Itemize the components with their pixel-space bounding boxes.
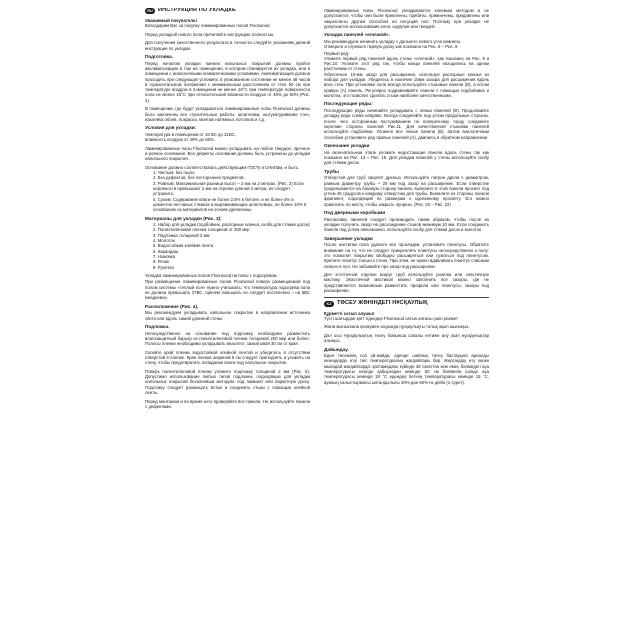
list-item: 6. Карандаш [153, 248, 179, 254]
final-note: Перед монтажом и во время него проверяйте все панели. Не используйте панели с дефектами. [145, 398, 310, 409]
language-badge-kz: KZ [324, 301, 334, 307]
heated-floor-text: При размещении ламинированных полов Floorwood поверх размещаемой под полом системы «теплый пол» нужно учитывать, что температура подогрева пола не должна превышать 27ВС, причем повышать ее следует постепенно – на 5ВС ежедневно. [145, 279, 310, 301]
next-rows-text: Последующие ряды начинайте укладывать с левых панелей (B). Продолжайте укладку ряда слева направо. Всегда соединяйте под углом продольные стороны, после чего осторожным постукиванием по поперечному торцу соедините короткие стороны панелей Рис.11. Для качественной стыковки панелей используйте подбойник. Уложите все левые панели (B). Затем аналогичным способом установите ряд правых панелей (A), двигаясь в обратном направлении [324, 108, 489, 140]
kz-greeting: Құрметті сатып алушы! [324, 310, 375, 316]
quality-note: Для получения качественного результата в точности следуйте указаниям данной инструкции по укладке. [145, 40, 310, 51]
finish-text-1: После настилки пола удалите все прокладки, установите плинтусы. Обратите внимание на то, что не следует прикреплять плинтусы непосредственно к полу: это позволит покрытию свободно расширяться или сужаться под плинтусом. Крепите плинтус только к стене. При этом, не нужно вдавливать плинтус слишком сильно в пол. Не забывайте про зазор под расширение. [324, 242, 489, 269]
list-item: 2. Полиэтиленовая пленка толщиной от 200 мкр [153, 227, 250, 233]
kz-title-row [324, 301, 489, 307]
end-text: На окончательном этапе уложите недостающие панели вдоль стены так как показано на Рис. 13 – Рис. 18. Для укладки панелей у стены используйте скобу для стяжки досок. [324, 149, 489, 166]
kz-page-title: ТӨСЕУ ЖӨНІНДЕГІ НҰСҚАУЛЫҚ [337, 299, 428, 306]
section-title-end: Окончание укладки [324, 142, 370, 148]
section-title-next-rows: Последующие ряды: [324, 101, 373, 107]
language-divider [324, 297, 489, 298]
section-title-finish: Завершение укладки [324, 235, 373, 241]
read-before-text: Перед укладкой нового пола прочитайте инструкцию полностью. [145, 31, 275, 37]
thanks-text: Благодарим Вас за покупку ламинированных полов Floorwood [145, 23, 270, 29]
kz-section-title-preparation: Дайындау. [324, 346, 349, 352]
section-title-underlay: Подложка. [145, 324, 170, 330]
section-title-herringbone: Укладка панелей «елочкой». [324, 32, 391, 38]
underlay-text-1: Непосредственно на основание под подложку необходимо разместить влагозащитный барьер из полиэтиленовой пленки толщиной 200 мкр или более. Полосы пленки необходимо укладывать внахлест, захватывая 30 см от края. [145, 330, 310, 347]
base-text: Ламинированные полы Floorwood можно укладывать на любое твердое, прочное и ровное основание. Все дефекты основания должны быть устранены до укладки напольного покрытия. [145, 145, 310, 162]
conditions-humidity: влажность воздуха от 40% до 60%. [145, 137, 216, 143]
first-row-text: Уложите первый ряд панелей вдоль стены «елочкой», как показано на Рис. 9 и Рис.10. Уложите этот ряд так, чтобы концы панелей находились на одном расстоянии от стены. [324, 55, 489, 72]
list-item: 7. Ножовка [153, 253, 176, 259]
list-item: 1. Набор для укладки (подбойник, распорные клинья, скоба для стяжки досок) [153, 222, 310, 228]
list-item: 3. Ровным. Максимальная разница высот – 2 мм на 2 метрах. (Рис. 2) Если неровности превышают 2 мм на отрезке длиной 2 метра, их следует устранить; [153, 180, 304, 197]
herringbone-mark: Отмерьте и отрежьте первую доску как показано на Рис. 6 – Рис. 9 [324, 44, 458, 50]
section-title-preparation: Подготовка. [145, 54, 174, 60]
section-title-pipes: Трубы [324, 168, 339, 174]
kz-read-before-text: Жана жыныскана қалаумен алдында нұсқаулықты толық оқып шығыңыз. [324, 324, 470, 330]
section-title-conditions: Условия для укладки: [145, 125, 197, 131]
underlay-text-2: Склейте край пленки водостойкой клейкой лентой и убедитесь в отсутствии отверстий в пленке. Края пленки шириной 5 см следует приподнять и уложить на стену, чтобы предотвратить попадание влаги под напольное покрытие. [145, 349, 310, 366]
intro-text: Ламинированные полы Floorwood укладываются клеевым методом и не допускается, чтобы они были приклеены, прибиты, привинчены, придавлены или закреплены другим способом на несущий пол. Поэтому при укладке не допускается использование клея, шурупов или гвоздей. [324, 8, 489, 29]
heated-floor-title: Укладка ламинированных полов Floorwood на полы с подогревом. [145, 273, 278, 279]
finish-text-2: Для эстетичной отделки вокруг труб используйте розетки или эластичную мастику. Эластичной мастикой можно заполнить все зазоры, где не представляется возможным разместить профили или плинтусы, зазоры под расширение. [324, 272, 489, 294]
kz-preparation-text: Еден төсемінің сол үй-жайда, еденде шайлық төсеу бастауына арналды кезеңдерде өтуі тиіс температуралық жағдайлары бар. Жерсіндіру өту керек мынадай жағдайларда: қаптамадағы күйінде 48 сағаттан кем емес бөлмедегі ауа температурасы кезінде қабырғадан кемінде 50 см бөлменің ішінде ауа температурасы кемінде 18 °С едендер бетінің температурасы кемінде 15 °С, ауаның салыстырмалы ылғалдылығы 40%-дан 60%-ға дейін (1-сурет). [324, 353, 489, 385]
language-badge-ru: RU [145, 8, 155, 14]
kz-quality-note: Дәл осы Нұсқаулықтың төсеу бойынша сапалы нәтиже алу үшін нұсқаулықтар алыңыз. [324, 332, 489, 344]
list-item: 8. Резак [153, 259, 169, 265]
base-list [145, 170, 310, 212]
list-item: 2. Без дефектов, без посторонних предметов; [153, 175, 245, 181]
location-text: Мы рекомендуем укладывать напольное покрытие в направлении источника света или вдоль самой длинной стены. [145, 310, 310, 321]
list-item: 4. Сухим. Содержание влаги не более 2,5% в бетоне, и не более 4% в цементно-песчаных стяжках и выравнивающих шпатлевках, не более 10% в основаниях из материалов на основе древесины. [153, 196, 307, 213]
page-title: ИНСТРУКЦИЯ ПО УКЛАДКЕ [158, 8, 236, 14]
list-item: 1. Чистым, без пыли; [153, 170, 195, 176]
room-note: В помещении, где будут укладываться ламинированные полы Floorwood должны быть закончены все строительные работы: шпатлевка, оштукатуривание стен, наклейка обоев, покраска, монтаж натяжных потолков и т.д. [145, 106, 310, 122]
list-item: 5. Водостойкая клейкая лента [153, 243, 214, 249]
section-title-door: Под дверными коробками [324, 210, 386, 216]
list-item: 4. Молоток [153, 238, 175, 244]
preparation-text: Перед началом укладки панели напольных покрытий должны пройти акклиматизацию в том же помещении, в котором планируется их укладка, или в помещении с аналогичными климатическими условиями. Акклиматизация должна проходить при следующих условиях: в упакованном состоянии не менее 48 часов в горизонтальном положении с минимальным расстоянием от стен 50 см при температуре воздуха в помещении не менее 18°С при температуре поверхности пола не менее 15°С при относительной влажности воздуха от 40% до 60% (Рис. 1). [145, 60, 310, 103]
gap-text: Обеспечьте 10-мм зазор для расширения, используя распорные клинья из набора для укладки. Убедитесь в наличии 10мм зазора для расширения вдоль всех стен. При установке пола всегда используйте стыковые панели (B), а потом правую (A) панель. Регулярно подравнивайте панели с помощью подбойника и молотка, это позволит сделать стыки наиболее качественными. [324, 71, 489, 98]
section-title-location: Расположение (Рис. 4). [145, 303, 199, 309]
kz-thanks-text: Түсті шатырдан қатт едендер Floorwood сатып алғаны үшін рахмет [324, 315, 458, 321]
underlay-text-3: Поверх полиэтиленовой пленки уложите подложку толщиной 2 мм (Рис. 5). Допустимо использование любых типов подложек, подходящих для укладки напольных покрытий бесклеевым методом: под ламинат или паркетную доску. Подложку следует размещать встык и соединять стыки с помощью клейкой ленты. [145, 368, 310, 396]
section-title-materials: Материалы для укладки (Рис. 3): [145, 215, 222, 221]
materials-list [145, 222, 310, 270]
base-requirements: Основание должно соответствовать действующим ГОСТу и СНиПам, и быть: [145, 164, 300, 170]
herringbone-text: Мы рекомендуем начинать укладку с дальнего левого угла комнаты. [324, 38, 462, 44]
list-item: 9. Рулетка [153, 264, 174, 270]
conditions-temperature: температура в помещении от 16 ВС до 21ВС, [145, 131, 236, 137]
first-row-title: Первый ряд: [324, 50, 350, 56]
greeting: Уважаемый покупатель! [145, 18, 198, 23]
ru-title-row [145, 8, 310, 14]
list-item: 3. Подложка толщиной 2 мм [153, 232, 210, 238]
left-column [145, 8, 310, 636]
right-column [324, 8, 489, 636]
pipes-text: Отверстия для труб сверлят дрелью. Используйте патрон дрели с диаметром, равным диаметру трубы + 20 мм под зазор на расширение. Если отверстие проделывается на боковую сторону панели, выпилите в этой панели просвет под углом 45 градусов к каждому отверстию для трубы. Выпилите из стороны панели фрагмент, подходящий по размерам к сделанному просвету. Его можно приклеить по месту, чтобы закрыть прорезь. (Рис. 20 – Рис. 22) [324, 175, 489, 207]
door-text: Распиловку панелей следует производить таким образом, чтобы после их укладки получить зазор на расхождение стыков минимум 10 мм. Если соединить панели под углом невозможно, используйте скобу для стяжки досок и молоток. [324, 216, 489, 233]
